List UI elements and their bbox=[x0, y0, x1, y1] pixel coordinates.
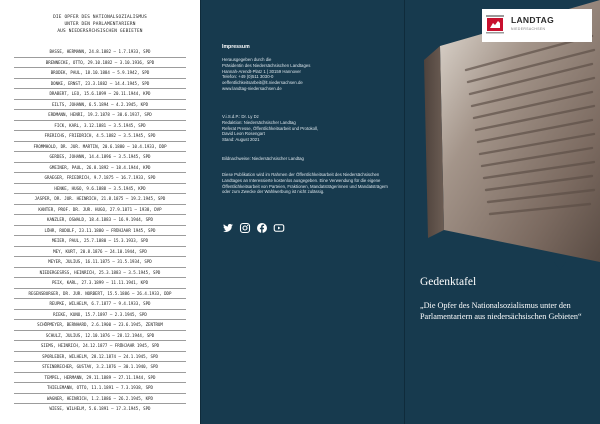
name-entry: RIEKE, KUNO, 15.7.1897 – 2.3.1945, SPD bbox=[14, 310, 186, 321]
name-entry: BASSE, HERMANN, 24.8.1882 – 1.7.1933, SPD bbox=[14, 47, 186, 58]
name-entry: FRERICHS, FRIEDRICH, 4.5.1882 – 3.5.1945, SPD bbox=[14, 131, 186, 142]
name-entry: SCHÖPMEYER, BERNHARD, 2.6.1900 – 23.6.1945, ZENTRUM bbox=[14, 320, 186, 331]
logo-text: LANDTAG bbox=[511, 15, 555, 25]
publisher-line: Präsidentin des Niedersächsischen Landtages bbox=[222, 62, 311, 68]
name-entry: MEYER, JULIUS, 16.11.1875 – 31.5.1934, SPD bbox=[14, 257, 186, 268]
name-entry: SPORLEDER, WILHELM, 28.12.1874 – 24.1.1945, SPD bbox=[14, 352, 186, 363]
social-links bbox=[222, 222, 285, 234]
name-entry: HENKE, HUGO, 9.6.1888 – 3.5.1945, KPD bbox=[14, 184, 186, 195]
name-entry: MEY, KURT, 20.8.1876 – 24.10.1944, SPD bbox=[14, 247, 186, 258]
name-entry: GRAEGER, FRIEDRICH, 9.7.1875 – 16.7.1933, SPD bbox=[14, 173, 186, 184]
fold-line bbox=[200, 0, 201, 424]
fold-line bbox=[404, 0, 405, 424]
name-entry: SIEMS, HEINRICH, 24.12.1877 – FRÜHJAHR 1945, SPD bbox=[14, 341, 186, 352]
credit-line: V.i.S.d.P.: Dr. Ly Dz bbox=[222, 114, 259, 119]
name-entry: DRABERT, LEO, 15.6.1899 – 20.11.1944, KPD bbox=[14, 89, 186, 100]
twitter-icon[interactable] bbox=[222, 222, 234, 234]
name-entry: BRENNECKE, OTTO, 29.10.1882 – 3.10.1936, SPD bbox=[14, 58, 186, 69]
name-entry: ERDMANN, HENRI, 19.2.1878 – 30.6.1937, SPD bbox=[14, 110, 186, 121]
publisher-phone: Telefon: +49 (0)511 3030-0 bbox=[222, 74, 274, 80]
name-entry: JASPER, DR. JUR. HEINRICH, 21.8.1875 – 19.2.1945, SPD bbox=[14, 194, 186, 205]
publisher-email-link[interactable]: oeffentlichkeitsarbeit@lt.niedersachsen.de bbox=[222, 80, 303, 86]
name-entry: REGENSBURGER, DR. JUR. NORBERT, 15.5.1886 – 26.4.1933, DDP bbox=[14, 289, 186, 300]
credits-block bbox=[222, 114, 390, 143]
name-entry: GMEINER, PAUL, 26.8.1892 – 18.4.1944, KPD bbox=[14, 163, 186, 174]
name-entry: LÖHR, RUDOLF, 23.11.1880 – FRÜHJAHR 1945, SPD bbox=[14, 226, 186, 237]
youtube-icon[interactable] bbox=[273, 222, 285, 234]
disclaimer-text: Diese Publikation wird im Rahmen der Öffentlichkeitsarbeit des Niedersächsischen Landtages an Interessierte kostenlos ausgegeben. Eine Verwendung für die eigene Öffentlichkeitsarbeit von Parteien, Fraktionen, Mandatsträgerinnen und Mandatsträgern oder zum Zwecke der Wahlwerbung ist nicht zulässig. bbox=[222, 172, 388, 195]
name-entry: EILTS, JOHANN, 6.5.1894 – 4.2.1945, KPD bbox=[14, 100, 186, 111]
credit-line: Redaktion: Niedersächsischer Landtag bbox=[222, 119, 296, 125]
credit-date: Stand: August 2021 bbox=[222, 137, 260, 143]
names-list bbox=[14, 47, 186, 414]
name-entry: SCHULZ, JULIUS, 12.10.1876 – 28.12.1944, SPD bbox=[14, 331, 186, 342]
impressum-heading: Impressum bbox=[222, 44, 250, 50]
plaque-photo bbox=[404, 0, 600, 424]
logo-subtext: NIEDERSACHSEN bbox=[511, 27, 546, 31]
publisher-line: Herausgegeben durch die bbox=[222, 57, 272, 62]
name-entry: STEINBRECHER, GUSTAV, 3.2.1876 – 30.1.1940, SPD bbox=[14, 362, 186, 373]
facebook-icon[interactable] bbox=[256, 222, 268, 234]
names-panel bbox=[0, 0, 200, 424]
cover-subtitle: „Die Opfer des Nationalsozialismus unter den Parlamentariern aus niedersächsischen Gebieten“ bbox=[420, 301, 582, 321]
name-entry: MEIER, PAUL, 25.7.1880 – 15.3.1933, SPD bbox=[14, 236, 186, 247]
publisher-address: Hannah-Arendt-Platz 1 | 30159 Hannover bbox=[222, 68, 301, 74]
instagram-icon[interactable] bbox=[239, 222, 251, 234]
name-entry: REUPKE, WILHELM, 6.7.1877 – 9.4.1933, SPD bbox=[14, 299, 186, 310]
publisher-block bbox=[222, 57, 390, 92]
name-entry: NIEDERGESÄSS, HEINRICH, 25.3.1883 – 3.5.1945, SPD bbox=[14, 268, 186, 279]
landtag-logo bbox=[482, 9, 592, 42]
credit-line: David Leon Rosengart bbox=[222, 131, 265, 137]
cover-panel bbox=[404, 0, 600, 424]
cover-title: Gedenktafel bbox=[420, 276, 477, 288]
memorial-title: DIE OPFER DES NATIONALSOZIALISMUS UNTER DEN PARLAMENTARIERN AUS NIEDERSÄCHSISCHEN GEBIETEN bbox=[53, 15, 147, 34]
publisher-website-link[interactable]: www.landtag-niedersachsen.de bbox=[222, 85, 282, 91]
name-entry: GERDES, JOHANN, 14.4.1896 – 3.5.1945, SPD bbox=[14, 152, 186, 163]
name-entry: DONKE, ERNST, 23.3.1882 – 14.4.1945, SPD bbox=[14, 79, 186, 90]
credit-line: Referat Presse, Öffentlichkeitsarbeit und Protokoll, bbox=[222, 125, 319, 131]
name-entry: TEMPEL, HERMANN, 29.11.1889 – 27.11.1944, SPD bbox=[14, 373, 186, 384]
name-entry: WAGNER, HEINRICH, 1.2.1886 – 26.2.1945, KPD bbox=[14, 394, 186, 405]
name-entry: BRODEK, PAUL, 18.10.1884 – 5.9.1942, SPD bbox=[14, 68, 186, 79]
name-entry: PEIX, KARL, 27.3.1899 – 11.11.1941, KPD bbox=[14, 278, 186, 289]
landtag-logo-icon bbox=[482, 9, 510, 42]
name-entry: FROMMHOLD, DR. JUR. MARTIN, 20.6.1880 – 10.4.1933, DDP bbox=[14, 142, 186, 153]
name-entry: WIESE, WILHELM, 5.6.1891 – 17.3.1945, SPD bbox=[49, 406, 151, 411]
name-entry: KANZLER, OSWALD, 18.4.1883 – 16.9.1944, SPD bbox=[14, 215, 186, 226]
name-entry: THIELEMANN, OTTO, 11.1.1891 – 7.3.1938, SPD bbox=[14, 383, 186, 394]
name-entry: KANTER, PROF. DR. JUR. HUGO, 27.9.1871 – 1938, DVP bbox=[14, 205, 186, 216]
name-entry: FICK, KARL, 3.12.1881 – 3.5.1945, SPD bbox=[14, 121, 186, 132]
photo-credit: Bildnachweise: Niedersächsischer Landtag bbox=[222, 156, 304, 161]
